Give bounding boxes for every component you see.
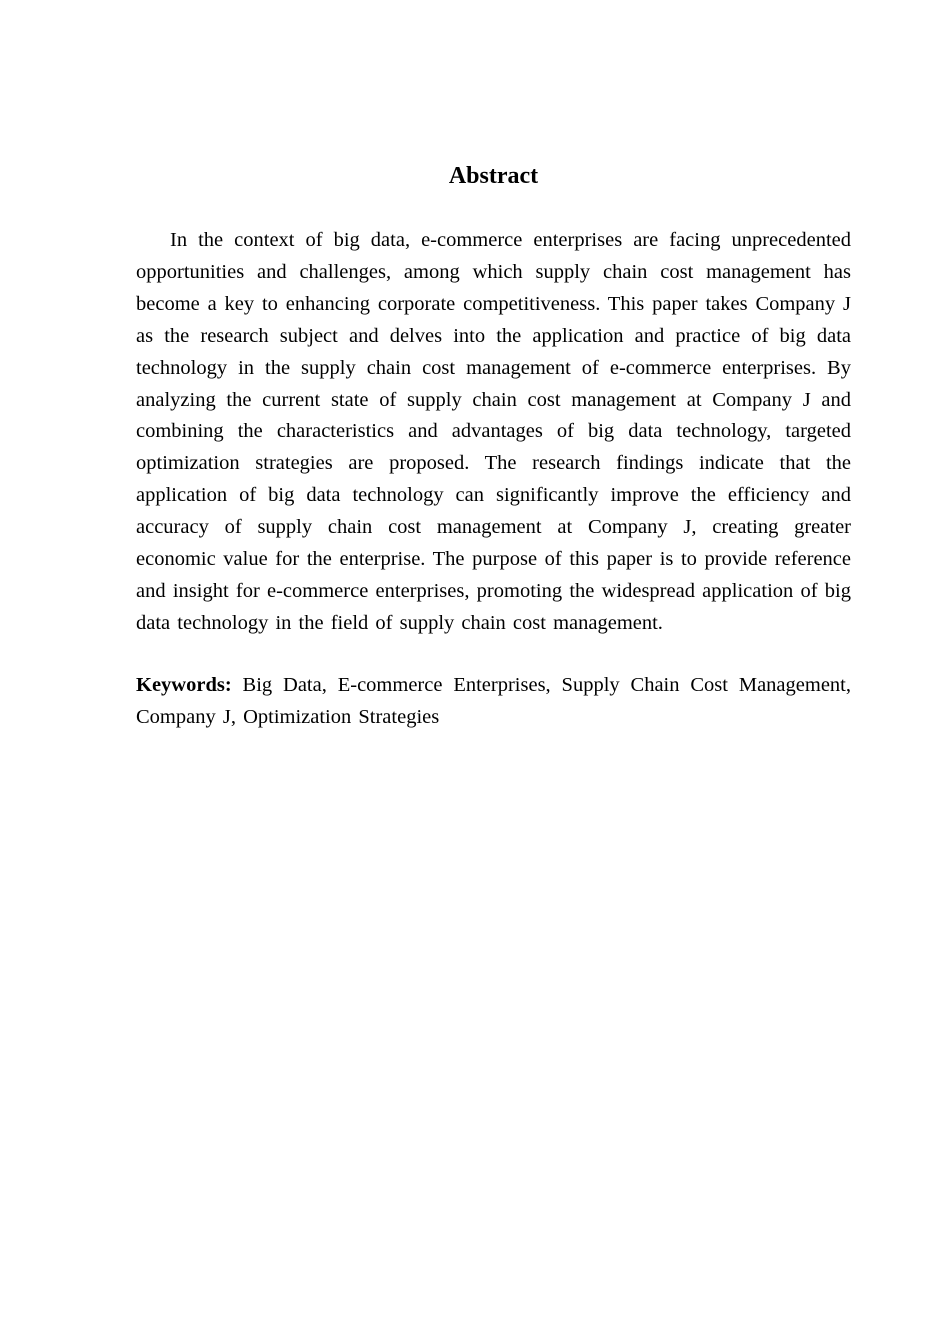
abstract-body: In the context of big data, e-commerce enterprises are facing unprecedented opportunities and challenges, among which supply chain cost management has become a key to enhancing corporate competitiveness. This paper takes Company J as the research subject and delves into the application and practice of big data technology in the supply chain cost management of e-commerce enterprises. By analyzing the current state of supply chain cost management at Company J and combining the characteristics and advantages of big data technology, targeted optimization strategies are proposed. The research findings indicate that the application of big data technology can significantly improve the efficiency and accuracy of supply chain cost management at Company J, creating greater economic value for the enterprise. The purpose of this paper is to provide reference and insight for e-commerce enterprises, promoting the widespread application of big data technology in the field of supply chain cost management.: [136, 229, 851, 634]
abstract-title: Abstract: [448, 163, 539, 189]
abstract-section: [136, 160, 851, 734]
keywords-paragraph: [136, 670, 851, 734]
keywords-list: Big Data, E-commerce Enterprises, Supply Chain Cost Management, Company J, Optimization Strategies: [136, 673, 851, 728]
keywords-label: Keywords:: [136, 673, 232, 696]
